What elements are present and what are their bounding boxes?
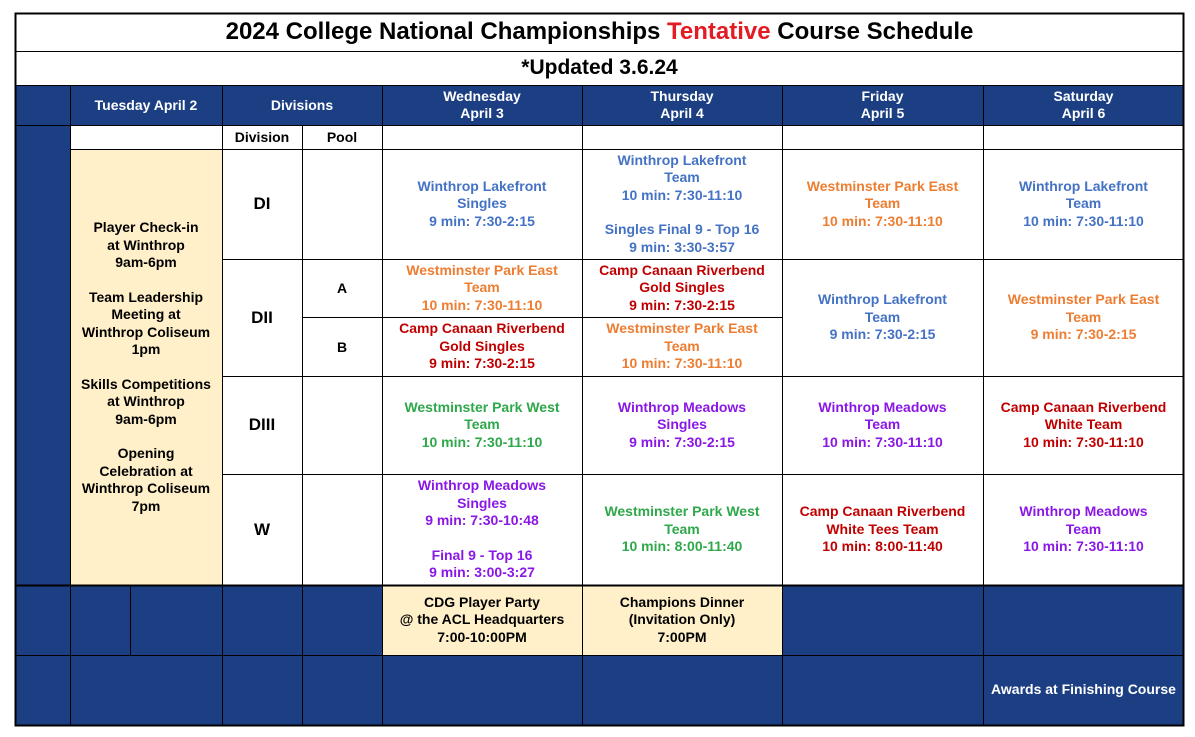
event-dii-a-thursday — [582, 259, 782, 317]
event-format: Team — [864, 195, 901, 212]
event-w-thursday — [582, 474, 782, 585]
event-course: Westminster Park West — [604, 503, 760, 520]
event-time: 10 min: 7:30-11:10 — [1023, 212, 1144, 229]
event-time: 10 min: 7:30-11:10 — [621, 355, 743, 372]
event-time: 9 min: 7:30-2:15 — [629, 296, 735, 313]
event-time: 10 min: 7:30-11:10 — [822, 433, 943, 450]
event-dii-b-thursday — [582, 317, 782, 376]
event-time: 10 min: 7:30-11:10 — [1023, 433, 1144, 450]
event-di-saturday — [983, 149, 1184, 259]
event-time: 9 min: 7:30-2:15 — [829, 326, 936, 343]
event-course: Winthrop Meadows — [617, 398, 747, 415]
event-time: 9 min: 7:30-10:48 — [425, 512, 539, 529]
event-di-friday — [782, 149, 983, 259]
note-line: Player Check-in — [93, 219, 199, 235]
title-prefix: 2024 College National Championships — [225, 18, 668, 45]
header-day-label: Friday — [861, 88, 904, 104]
event-champions-dinner — [582, 585, 782, 655]
subheader-division: Division — [222, 125, 302, 149]
header-divisions: Divisions — [270, 96, 334, 113]
event-time: 9 min: 7:30-2:15 — [1030, 326, 1137, 343]
note-line: 9am-6pm — [115, 254, 177, 270]
awards-note: Awards at Finishing Course — [991, 681, 1176, 698]
event-time: 10 min: 7:30-11:10 — [421, 296, 543, 313]
event-time: 10 min: 7:30-11:10 — [421, 433, 543, 450]
event-course: Camp Canaan Riverbend — [599, 261, 765, 278]
header-date-label: April 4 — [660, 105, 704, 121]
division-label-di: DI — [222, 149, 302, 259]
header-day-label: Thursday — [650, 88, 714, 104]
event-player-party — [382, 585, 582, 655]
event-format: Team — [664, 169, 700, 186]
note-line: 1pm — [131, 341, 161, 357]
event-dii-a-wednesday — [382, 259, 582, 317]
event-format: Team — [864, 416, 901, 433]
event-format: Singles Final 9 - Top 16 — [604, 221, 760, 238]
event-format: Final 9 - Top 16 — [431, 546, 533, 563]
header-wednesday — [382, 85, 582, 125]
header-friday — [782, 85, 983, 125]
event-course: Camp Canaan Riverbend — [1000, 398, 1167, 415]
header-thursday — [582, 85, 782, 125]
event-format: Team — [1065, 520, 1102, 537]
event-time: 10 min: 7:30-11:10 — [1023, 538, 1144, 555]
event-format: Singles — [457, 195, 507, 212]
note-line: 7pm — [131, 497, 161, 514]
event-course: Westminster Park East — [406, 261, 558, 278]
event-course: Winthrop Meadows — [1019, 503, 1148, 520]
event-course: Winthrop Lakefront — [617, 151, 747, 168]
event-format: Team — [464, 416, 500, 433]
event-format: Team — [1065, 308, 1102, 325]
note-line: Winthrop Coliseum — [81, 480, 211, 496]
subheader-blank — [70, 125, 222, 149]
event-note: (Invitation Only) — [628, 611, 736, 628]
event-course: Westminster Park East — [806, 177, 959, 194]
event-time: 9 min: 3:00-3:27 — [429, 564, 535, 581]
event-format: Gold Singles — [639, 279, 725, 296]
header-saturday — [983, 85, 1184, 125]
division-label-diii: DIII — [222, 376, 302, 474]
event-w-wednesday — [382, 474, 582, 585]
event-format: Team — [464, 279, 500, 296]
header-day-label: Saturday — [1053, 88, 1114, 104]
header-day-label: Wednesday — [443, 88, 521, 104]
event-time: 10 min: 7:30-11:10 — [621, 186, 743, 203]
left-margin-column — [15, 125, 70, 585]
page-title — [15, 13, 1184, 51]
event-format: Team — [864, 308, 901, 325]
pool-blank — [302, 376, 382, 474]
event-di-wednesday — [382, 149, 582, 259]
event-time: 10 min: 7:30-11:10 — [822, 212, 943, 229]
note-line: 9am-6pm — [115, 410, 177, 427]
event-diii-friday — [782, 376, 983, 474]
page-subtitle: *Updated 3.6.24 — [15, 51, 1184, 85]
event-course: Winthrop Meadows — [818, 398, 947, 415]
event-course: Westminster Park East — [606, 320, 758, 337]
event-course: Westminster Park East — [1007, 291, 1160, 308]
event-di-thursday — [582, 149, 782, 259]
pool-label-b: B — [302, 317, 382, 376]
title-highlight: Tentative — [667, 18, 771, 45]
event-dii-friday — [782, 259, 983, 376]
event-course: Winthrop Lakefront — [1019, 177, 1148, 194]
pool-blank — [302, 474, 382, 585]
event-course: Westminster Park West — [404, 398, 560, 415]
event-course: Camp Canaan Riverbend — [399, 320, 565, 337]
title-suffix: Course Schedule — [770, 18, 974, 45]
event-diii-thursday — [582, 376, 782, 474]
event-time: 9 min: 3:30-3:57 — [629, 238, 735, 255]
division-label-w: W — [222, 474, 302, 585]
subheader-pool: Pool — [302, 125, 382, 149]
division-label-dii: DII — [222, 259, 302, 376]
event-time: 9 min: 7:30-2:15 — [629, 433, 735, 450]
event-format: Team — [664, 337, 700, 354]
pool-label-a: A — [302, 259, 382, 317]
note-line: Opening — [117, 445, 175, 461]
event-course: Winthrop Lakefront — [818, 291, 947, 308]
note-line: Celebration at — [99, 462, 193, 479]
event-time: 10 min: 8:00-11:40 — [621, 538, 743, 555]
header-date-label: April 5 — [860, 105, 905, 121]
event-time: 7:00PM — [657, 628, 707, 645]
subheader-blank — [382, 125, 1184, 149]
event-w-saturday — [983, 474, 1184, 585]
event-diii-wednesday — [382, 376, 582, 474]
tuesday-notes — [70, 149, 222, 585]
event-dii-b-wednesday — [382, 317, 582, 376]
event-diii-saturday — [983, 376, 1184, 474]
note-line: Skills Competitions — [81, 375, 211, 392]
header-date-label: April 6 — [1061, 105, 1106, 121]
event-format: Gold Singles — [439, 337, 525, 354]
note-line: at Winthrop — [107, 393, 185, 409]
event-format: Singles — [457, 494, 507, 511]
event-course: Camp Canaan Riverbend — [799, 503, 966, 520]
event-format: White Tees Team — [826, 520, 939, 537]
note-line: at Winthrop — [107, 236, 185, 253]
event-format: White Team — [1044, 416, 1123, 433]
event-format: Team — [1065, 195, 1102, 212]
event-format: Team — [664, 520, 700, 537]
event-time: 9 min: 7:30-2:15 — [429, 355, 535, 372]
event-time: 7:00-10:00PM — [437, 628, 527, 645]
header-date-label: April 3 — [460, 105, 504, 121]
note-line: Winthrop Coliseum — [81, 323, 211, 340]
event-dii-saturday — [983, 259, 1184, 376]
note-line: Meeting at — [111, 306, 181, 322]
event-course: Winthrop Lakefront — [417, 177, 547, 194]
event-course: Winthrop Meadows — [417, 477, 547, 494]
event-location: @ the ACL Headquarters — [399, 611, 565, 628]
event-time: 10 min: 8:00-11:40 — [822, 538, 943, 555]
event-time: 9 min: 7:30-2:15 — [429, 212, 535, 229]
event-format: Singles — [657, 416, 707, 433]
event-w-friday — [782, 474, 983, 585]
header-tuesday: Tuesday April 2 — [94, 96, 198, 113]
note-line: Team Leadership — [88, 288, 204, 305]
pool-blank — [302, 149, 382, 259]
event-title: CDG Player Party — [424, 593, 540, 610]
event-title: Champions Dinner — [619, 593, 745, 610]
